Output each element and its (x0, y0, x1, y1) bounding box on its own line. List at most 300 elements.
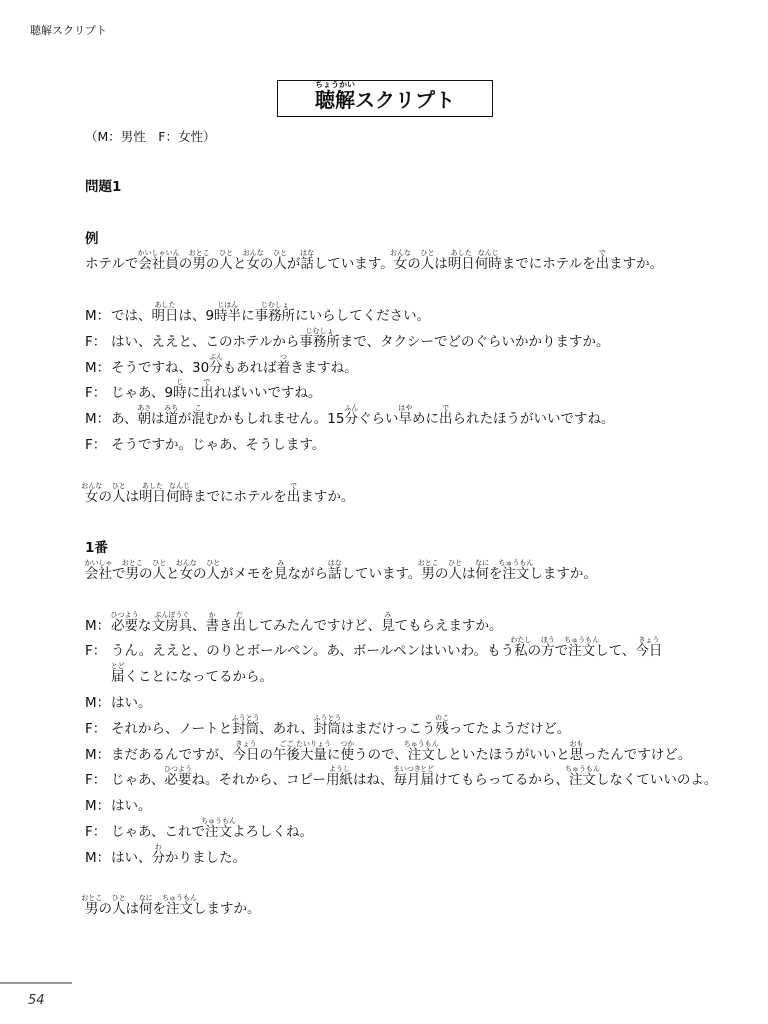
ruby-word (151, 300, 179, 324)
problem-heading: 問題1 (85, 179, 122, 195)
footer-rule (0, 982, 72, 984)
ruby-base: 人 (420, 256, 435, 273)
text-run: の (205, 256, 220, 273)
furigana: で (203, 378, 211, 387)
text-run: ればいいですね。 (213, 385, 322, 402)
ruby-word (390, 249, 411, 273)
ruby-base: 何時 (474, 256, 502, 273)
text-run: しといたほうがいいと (434, 746, 570, 763)
ruby-base: 人 (273, 256, 287, 273)
text-run: じゃあ、9 (111, 385, 174, 402)
furigana: ごご (279, 739, 294, 748)
utterance (111, 713, 571, 737)
ruby-base: 午後 (273, 746, 300, 763)
text-run: の (98, 488, 112, 505)
ruby-word (381, 610, 395, 634)
ruby-base: 必要 (111, 617, 138, 634)
ruby-word (564, 765, 600, 789)
ruby-word (232, 610, 247, 634)
ruby-base: 封筒 (313, 720, 341, 737)
furigana: あした (142, 481, 163, 490)
utterance (110, 610, 503, 634)
ruby-word (137, 404, 152, 428)
ruby-word (111, 894, 126, 918)
text-run: 、 (192, 617, 206, 634)
furigana: おんな (81, 481, 103, 490)
furigana: ちゅうもん (564, 765, 600, 774)
text-run: それから、ノートと (111, 720, 233, 737)
ruby-word (276, 352, 291, 376)
text-run: まだあるんですが、 (111, 746, 233, 763)
ruby-base: 残 (435, 720, 449, 737)
ruby-base: 女 (246, 256, 260, 273)
ruby-word (420, 765, 435, 789)
text-run: は (125, 901, 139, 918)
text-run: の (407, 256, 421, 273)
ruby-word (188, 249, 210, 273)
dialogue-turn (85, 404, 745, 433)
furigana: はな (327, 558, 342, 567)
text-run: はい、ええと、このホテルから (111, 333, 300, 350)
ruby-base: 使 (340, 746, 354, 763)
speaker-label: M： (85, 359, 111, 376)
ruby-base: 注文 (166, 901, 193, 918)
ruby-word (420, 249, 435, 273)
ruby-base: 聴解 (315, 88, 355, 112)
ruby-base: 封筒 (232, 720, 260, 737)
furigana: わ (154, 842, 162, 851)
ruby-base: 会社 (85, 565, 112, 582)
ruby-word (139, 481, 166, 505)
furigana: で (598, 249, 606, 258)
ruby-base: 女 (85, 488, 99, 505)
ruby-base: 出 (438, 411, 453, 428)
furigana: ちゅうもん (162, 894, 197, 903)
furigana: とど (420, 765, 435, 774)
text-run: ますか。 (300, 488, 355, 505)
text-run: にいらしてください。 (295, 307, 431, 324)
text-run: の (193, 565, 207, 582)
speaker-label: F： (85, 333, 107, 350)
furigana: なに (138, 894, 153, 903)
speaker-label: M： (85, 798, 111, 815)
item-intro (85, 249, 745, 278)
ruby-word (474, 249, 502, 273)
text-run: もあれば (222, 359, 277, 376)
furigana: なに (475, 558, 490, 567)
ruby-base: 大量 (300, 746, 327, 763)
ruby-word (392, 765, 421, 789)
text-run: と (166, 565, 180, 582)
furigana: かいしゃ (84, 558, 113, 567)
text-run: で (112, 565, 126, 582)
text-run: じゃあ、 (111, 772, 165, 789)
text-run: しますか。 (193, 901, 261, 918)
text-run: の (259, 746, 273, 763)
ruby-base: 人 (448, 565, 462, 582)
text-run: ホテルで (85, 256, 139, 273)
ruby-base: 着 (276, 359, 291, 376)
text-run: は (125, 488, 139, 505)
running-header: 聴解スクリプト (30, 24, 107, 37)
utterance (111, 352, 358, 376)
text-run: そうですか。じゃあ、そうします。 (111, 436, 326, 453)
ruby-word (498, 558, 534, 582)
dialogue-turn (85, 300, 745, 330)
furigana: きょう (638, 636, 660, 645)
text-run: じゃあ、これで (111, 823, 205, 840)
text-run: よろしくね。 (231, 823, 313, 840)
furigana: たいりょう (296, 739, 331, 748)
ruby-word (219, 249, 234, 273)
ruby-word (163, 765, 192, 789)
dialogue-turn (85, 352, 745, 382)
text-run: はい。 (111, 694, 152, 711)
furigana: はや (398, 404, 413, 413)
ruby-word (151, 610, 193, 634)
furigana: ちゅうもん (498, 558, 534, 567)
ruby-word (152, 558, 167, 582)
page-title (277, 80, 493, 117)
utterance (111, 378, 322, 402)
ruby-word (81, 894, 103, 918)
ruby-base: 男 (85, 901, 99, 918)
text-run: あ、 (111, 411, 138, 428)
text-run: で (554, 643, 569, 660)
furigana: あした (450, 249, 472, 258)
furigana: じむしょ (305, 326, 334, 335)
speaker-label: M： (85, 617, 111, 634)
text-run: くことになってるから。 (124, 669, 273, 686)
furigana: ひと (152, 558, 167, 567)
utterance (111, 326, 610, 350)
utterance (111, 798, 152, 814)
ruby-base: 男 (125, 565, 139, 582)
item-question (81, 481, 745, 511)
ruby-word (327, 558, 342, 582)
speaker-label: M： (85, 849, 111, 866)
furigana: あした (154, 300, 176, 309)
dialogue-turn (85, 794, 745, 820)
page-number: 54 (28, 993, 45, 1008)
text-run: してみたんですけど、 (246, 617, 381, 634)
furigana: おんな (175, 558, 197, 567)
ruby-word (166, 481, 193, 505)
ruby-base: 見 (381, 617, 395, 634)
ruby-base: 男 (192, 256, 206, 273)
ruby-word (110, 610, 139, 634)
ruby-word (200, 378, 214, 402)
furigana: おとこ (121, 558, 143, 567)
item-intro (84, 558, 745, 588)
ruby-word (214, 300, 242, 324)
text-run: ったんですけど。 (583, 746, 692, 763)
furigana: だ (235, 610, 243, 619)
furigana: おんな (390, 249, 411, 258)
ruby-base: 見 (274, 565, 288, 582)
furigana: ぷん (208, 352, 223, 361)
furigana: ふうとう (231, 713, 260, 722)
furigana: ちゅうもん (564, 636, 600, 645)
item-question (81, 894, 745, 923)
furigana: つか (340, 739, 355, 748)
text-run: ますか。 (609, 256, 664, 273)
ruby-word (299, 326, 340, 350)
ruby-word (296, 739, 331, 763)
furigana: じ (176, 378, 184, 387)
ruby-base: 今日 (635, 643, 663, 660)
text-run: はね、 (352, 772, 394, 789)
dialogue-turn (85, 691, 745, 717)
text-run: られたほうがいいですね。 (452, 411, 615, 428)
ruby-word (435, 713, 450, 737)
furigana: おも (569, 739, 584, 748)
furigana: ふん (344, 404, 359, 413)
ruby-base: 用紙 (325, 772, 353, 789)
ruby-word (315, 80, 355, 112)
ruby-word (273, 739, 300, 763)
ruby-word (417, 558, 439, 582)
ruby-base: 明日 (151, 307, 179, 324)
furigana: ひと (420, 249, 435, 258)
text-run: を (152, 901, 166, 918)
ruby-word (175, 558, 197, 582)
furigana: きょう (235, 739, 257, 748)
ruby-base: 人 (112, 901, 126, 918)
text-run: しています。 (313, 256, 394, 273)
furigana: はな (300, 249, 315, 258)
ruby-base: 何 (475, 565, 489, 582)
ruby-word (173, 378, 187, 402)
speaker-label: F： (85, 720, 107, 737)
utterance (111, 437, 325, 453)
text-run: を (488, 565, 503, 582)
furigana: か (208, 610, 216, 619)
furigana: ほう (540, 636, 555, 645)
furigana: で (442, 404, 450, 413)
text-run: うん。ええと、のりとボールペン。あ、ボールペンはいいわ。もう (111, 643, 515, 660)
utterance (111, 300, 431, 324)
ruby-word (110, 662, 125, 686)
ruby-word (138, 894, 153, 918)
furigana: ちょうかい (315, 80, 355, 89)
ruby-word (403, 739, 439, 763)
text-run: けてもらってるから、 (433, 772, 569, 789)
text-run: スクリプト (355, 88, 455, 112)
speaker-label: F： (85, 772, 107, 789)
text-run: の (178, 256, 193, 273)
text-run: ながら (287, 565, 328, 582)
speaker-label: F： (85, 385, 107, 402)
ruby-word (286, 481, 301, 505)
ruby-word (208, 352, 223, 376)
ruby-base: 出 (595, 256, 610, 273)
ruby-word (205, 610, 220, 634)
text-run: かりました。 (165, 849, 246, 866)
ruby-word (274, 558, 288, 582)
ruby-base: 書 (205, 617, 219, 634)
ruby-word (540, 636, 555, 660)
utterance (111, 842, 246, 866)
text-run: しています。 (341, 565, 422, 582)
furigana: ぶんぼうぐ (154, 610, 190, 619)
furigana: ひつよう (110, 610, 139, 619)
ruby-base: 出 (286, 488, 301, 505)
speaker-label: F： (85, 643, 107, 660)
furigana: おとこ (188, 249, 210, 258)
ruby-word (137, 249, 180, 273)
ruby-base: 届 (420, 772, 434, 789)
furigana: ちゅうもん (200, 816, 236, 825)
ruby-base: 人 (219, 256, 233, 273)
speaker-label: M： (85, 746, 111, 763)
ruby-word (438, 404, 453, 428)
text-run: はい。 (111, 798, 152, 815)
speaker-label: M： (85, 694, 111, 711)
speaker-label: F： (85, 436, 107, 453)
utterance (111, 765, 718, 789)
ruby-base: 女 (179, 565, 193, 582)
text-run: はい、 (111, 849, 152, 866)
utterance (111, 695, 152, 711)
ruby-word (191, 404, 205, 428)
utterance (111, 636, 663, 660)
utterance (111, 816, 313, 840)
text-run: の (259, 256, 274, 273)
ruby-base: 出 (232, 617, 246, 634)
dialogue-turn (85, 842, 745, 872)
furigana: み (277, 558, 285, 567)
ruby-word (231, 713, 260, 737)
text-run: の (434, 565, 449, 582)
ruby-word (162, 894, 197, 918)
ruby-base: 会社員 (138, 256, 179, 273)
script-body (81, 175, 745, 923)
text-run: てもらえますか。 (394, 617, 503, 634)
utterance (111, 404, 615, 428)
text-run: ぐらい (357, 411, 399, 428)
ruby-base: 男 (421, 565, 435, 582)
ruby-base: 注文 (502, 565, 530, 582)
ruby-base: 何時 (166, 488, 193, 505)
text-run: むかもしれません。15 (204, 411, 345, 428)
ruby-word (273, 249, 288, 273)
ruby-word (81, 481, 103, 505)
ruby-base: 事務所 (299, 333, 340, 350)
ruby-word (340, 739, 355, 763)
ruby-word (151, 842, 166, 866)
speaker-legend: （M：男性 F：女性） (85, 129, 216, 144)
ruby-base: 混 (191, 411, 205, 428)
furigana: かいしゃいん (137, 249, 180, 258)
ruby-base: 注文 (204, 823, 232, 840)
furigana: ふうとう (313, 713, 342, 722)
ruby-word (164, 404, 179, 428)
furigana: のこ (435, 713, 450, 722)
ruby-word (84, 558, 113, 582)
ruby-word (121, 558, 143, 582)
item-label: 例 (85, 230, 99, 247)
speaker-label: M： (85, 411, 111, 428)
ruby-base: 注文 (568, 772, 596, 789)
ruby-base: 女 (393, 256, 408, 273)
ruby-word (569, 739, 584, 763)
ruby-base: 話 (328, 565, 342, 582)
ruby-base: 明日 (447, 256, 475, 273)
furigana: で (290, 481, 298, 490)
ruby-word (564, 636, 600, 660)
text-run: が (177, 411, 192, 428)
text-run: に (327, 746, 341, 763)
furigana: おとこ (417, 558, 439, 567)
furigana: とど (110, 662, 125, 671)
ruby-word (111, 481, 126, 505)
furigana: ひつよう (163, 765, 192, 774)
ruby-word (200, 816, 236, 840)
text-run: しなくていいのよ。 (595, 772, 718, 789)
ruby-word (595, 249, 610, 273)
text-run: な (138, 617, 152, 634)
ruby-base: 明日 (139, 488, 166, 505)
ruby-base: 話 (300, 256, 314, 273)
furigana: ひと (111, 481, 126, 490)
furigana: なんじ (477, 249, 499, 258)
furigana: ようし (328, 765, 350, 774)
furigana: ちゅうもん (403, 739, 439, 748)
furigana: ひと (219, 249, 234, 258)
ruby-base: 毎月 (393, 772, 421, 789)
speaker-label: M： (85, 307, 111, 324)
text-run: 、あれ、 (259, 720, 314, 737)
text-run: ってたようだけど。 (448, 720, 571, 737)
text-run: がメモを (220, 565, 274, 582)
furigana: ひと (273, 249, 288, 258)
ruby-word (635, 636, 663, 660)
furigana: おんな (242, 249, 264, 258)
ruby-base: 思 (569, 746, 584, 763)
ruby-base: 人 (152, 565, 166, 582)
dialogue-continuation (85, 662, 745, 691)
ruby-word (510, 636, 532, 660)
furigana: じはん (217, 300, 239, 309)
ruby-base: 出 (200, 385, 214, 402)
ruby-base: 注文 (568, 643, 596, 660)
furigana: わたし (510, 636, 532, 645)
text-run: そうですね、30 (111, 359, 210, 376)
ruby-base: 文房具 (151, 617, 192, 634)
ruby-base: 人 (112, 488, 126, 505)
text-run: き (219, 617, 233, 634)
ruby-base: 何 (139, 901, 153, 918)
ruby-word (300, 249, 315, 273)
speaker-label: F： (85, 823, 107, 840)
text-run: して、 (595, 643, 636, 660)
ruby-word (242, 249, 264, 273)
ruby-base: 方 (541, 643, 555, 660)
text-run: では、 (111, 307, 152, 324)
blank-line (85, 510, 745, 536)
ruby-base: 今日 (232, 746, 260, 763)
furigana: あさ (137, 404, 152, 413)
ruby-word (448, 558, 463, 582)
text-run: きますね。 (290, 359, 358, 376)
furigana: おとこ (81, 894, 103, 903)
text-run: まで、タクシーでどのぐらいかかりますか。 (339, 333, 610, 350)
dialogue-turn (85, 816, 745, 846)
ruby-base: 道 (164, 411, 178, 428)
text-run: は、9 (178, 307, 215, 324)
ruby-base: 分 (344, 411, 358, 428)
